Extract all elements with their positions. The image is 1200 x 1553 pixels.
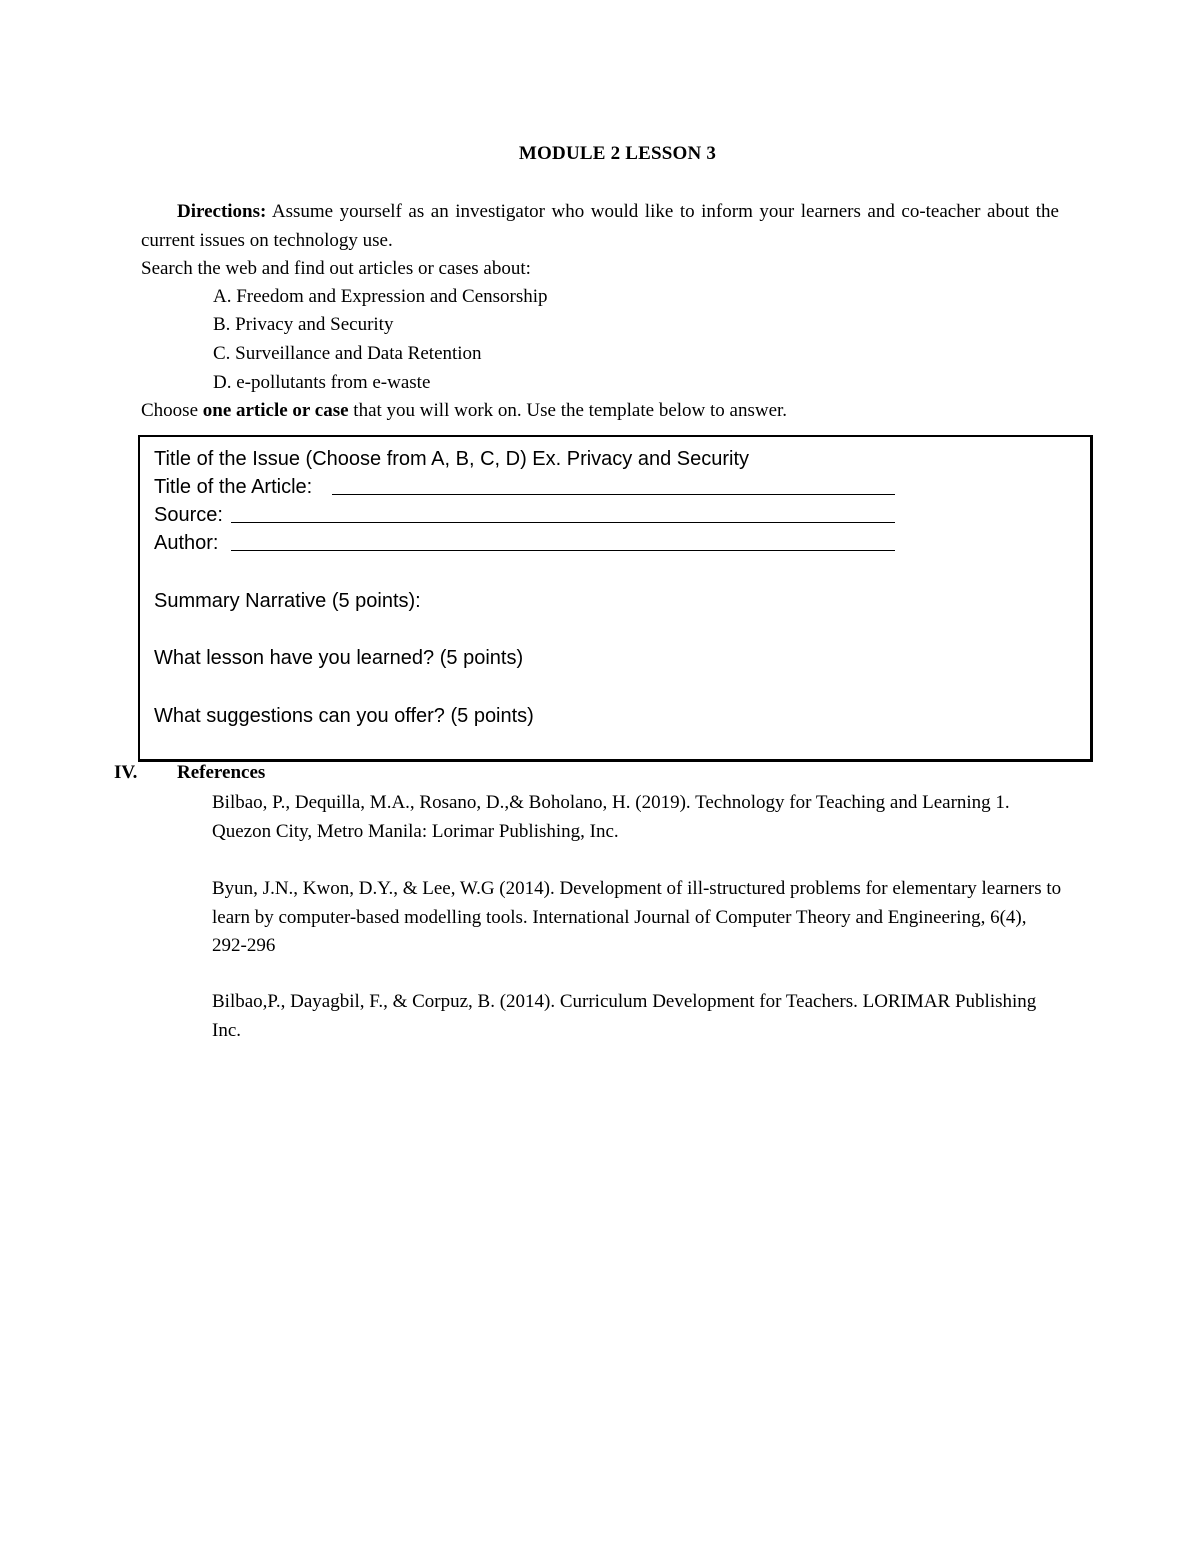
directions-paragraph bbox=[141, 198, 1059, 255]
source-blank[interactable] bbox=[231, 522, 895, 523]
choose-prefix: Choose bbox=[141, 400, 203, 421]
summary-prompt: Summary Narrative (5 points): bbox=[154, 590, 421, 612]
article-title-label: Title of the Article: bbox=[154, 476, 313, 498]
topic-item-d: D. e-pollutants from e-waste bbox=[213, 372, 431, 393]
references-section-number: IV. bbox=[114, 762, 138, 783]
choose-bold: one article or case bbox=[202, 400, 349, 421]
directions-text: Assume yourself as an investigator who would like to inform your learners and co-teacher about the current issues on technology use. bbox=[141, 201, 1059, 251]
choose-suffix: that you will work on. Use the template below to answer. bbox=[348, 400, 788, 421]
topic-item-a: A. Freedom and Expression and Censorship bbox=[213, 286, 548, 307]
source-label: Source: bbox=[154, 504, 223, 526]
lesson-prompt: What lesson have you learned? (5 points) bbox=[154, 647, 524, 669]
reference-item: Byun, J.N., Kwon, D.Y., & Lee, W.G (2014). Development of ill-structured problems for elementary learners to learn by computer-based modelling tools. International Journal of Computer Theory and Engineering, 6(4), 292-296 bbox=[212, 878, 1062, 956]
answer-template-box bbox=[138, 435, 1093, 762]
author-label: Author: bbox=[154, 532, 219, 554]
author-blank[interactable] bbox=[231, 550, 895, 551]
suggestions-prompt: What suggestions can you offer? (5 points) bbox=[154, 705, 534, 727]
topic-item-b: B. Privacy and Security bbox=[213, 314, 394, 335]
article-title-blank[interactable] bbox=[332, 494, 895, 495]
reference-item: Bilbao, P., Dequilla, M.A., Rosano, D.,& Boholano, H. (2019). Technology for Teaching and Learning 1. Quezon City, Metro Manila: Lorimar Publishing, Inc. bbox=[212, 792, 1010, 842]
topic-item-c: C. Surveillance and Data Retention bbox=[213, 343, 482, 364]
references-heading: References bbox=[177, 762, 266, 783]
issue-title-line: Title of the Issue (Choose from A, B, C, D) Ex. Privacy and Security bbox=[154, 448, 750, 470]
page-title: MODULE 2 LESSON 3 bbox=[518, 143, 717, 164]
directions-label: Directions: bbox=[177, 201, 267, 222]
search-instruction: Search the web and find out articles or cases about: bbox=[141, 258, 531, 279]
choose-instruction bbox=[141, 397, 787, 425]
reference-item: Bilbao,P., Dayagbil, F., & Corpuz, B. (2014). Curriculum Development for Teachers. LORIMAR Publishing Inc. bbox=[212, 991, 1037, 1041]
